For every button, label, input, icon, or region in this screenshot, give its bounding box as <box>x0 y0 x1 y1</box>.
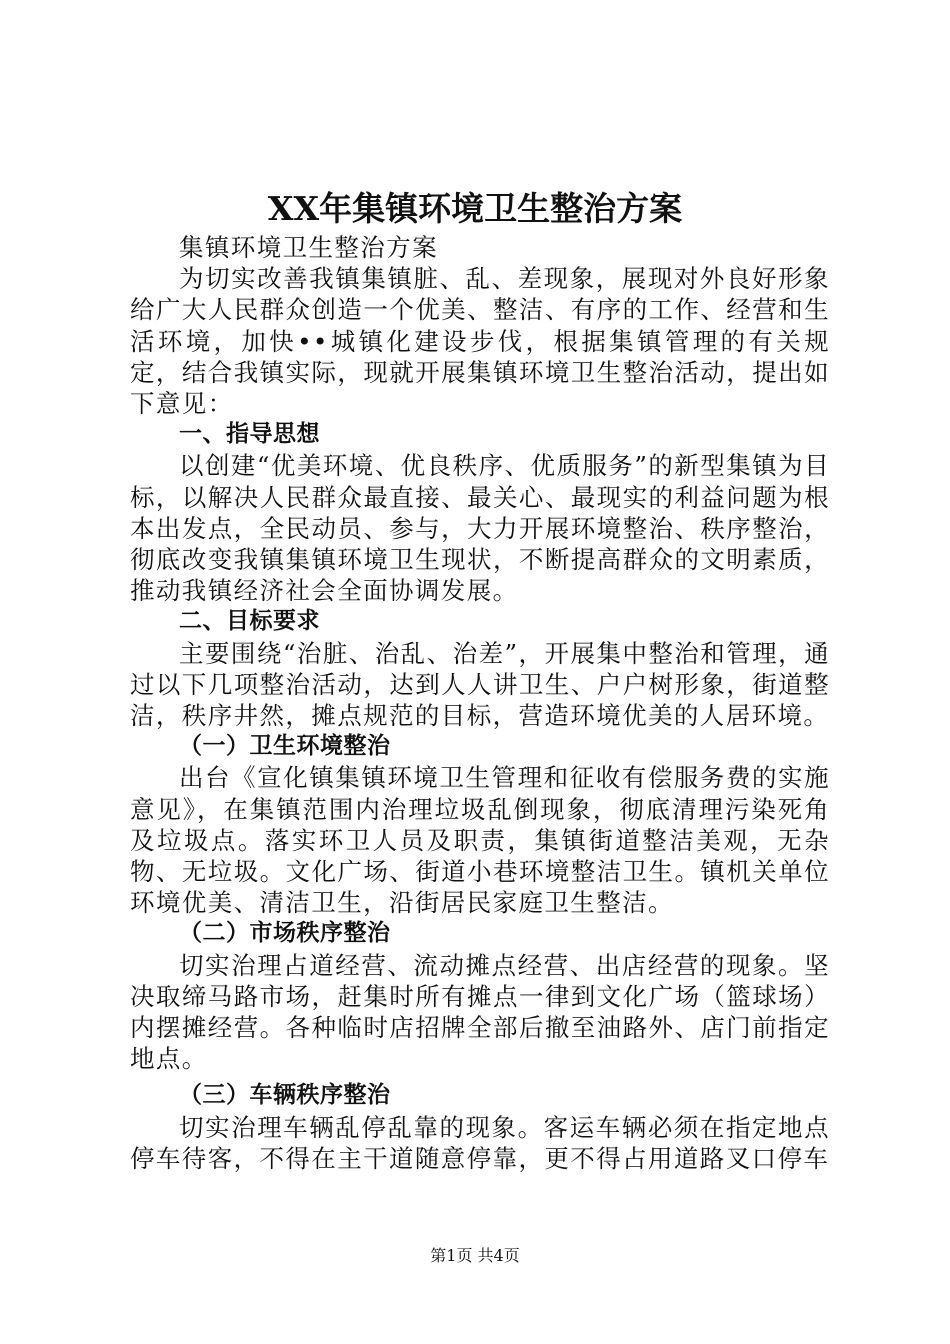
paragraph-intro: 为切实改善我镇集镇脏、乱、差现象，展现对外良好形象给广大人民群众创造一个优美、整洁、有序的工作、经营和生活环境，加快••城镇化建设步伐，根据集镇管理的有关规定，结合我镇实际，现就开展集镇环境卫生整治活动，提出如下意见： <box>130 264 830 419</box>
paragraph-goals: 主要围绕“治脏、治乱、治差”，开展集中整治和管理，通过以下几项整治活动，达到人人讲卫生、户户树形象，街道整洁，秩序井然，摊点规范的目标，营造环境优美的人居环境。 <box>130 638 830 731</box>
page-footer: 第1页 共4页 <box>430 1246 520 1265</box>
paragraph-subtitle: 集镇环境卫生整治方案 <box>179 233 438 262</box>
paragraph-sanitation: 出台《宣化镇集镇环境卫生管理和征收有偿服务费的实施意见》，在集镇范围内治理垃圾乱倒现象，彻底清理污染死角及垃圾点。落实环卫人员及职责，集镇街道整洁美观，无杂物、无垃圾。文化广场、街道小巷环境整洁卫生。镇机关单位环境优美、清洁卫生，沿街居民家庭卫生整洁。 <box>130 763 830 918</box>
document-body <box>130 232 830 1174</box>
section-heading-goals: 二、目标要求 <box>179 608 320 635</box>
section-heading-guiding-ideology: 一、指导思想 <box>179 421 320 448</box>
paragraph-vehicle-order: 切实治理车辆乱停乱靠的现象。客运车辆必须在指定地点停车待客，不得在主干道随意停靠，更不得占用道路叉口停车 <box>130 1112 830 1173</box>
subsection-heading-vehicle-order: （三）车辆秩序整治 <box>179 1082 391 1109</box>
paragraph-guiding-ideology: 以创建“优美环境、优良秩序、优质服务”的新型集镇为目标，以解决人民群众最直接、最关心、最现实的利益问题为根本出发点，全民动员、参与，大力开展环境整治、秩序整治，彻底改变我镇集镇环境卫生现状，不断提高群众的文明素质，推动我镇经济社会全面协调发展。 <box>130 451 830 606</box>
subsection-heading-sanitation: （一）卫生环境整治 <box>179 733 391 760</box>
subsection-heading-market-order: （二）市场秩序整治 <box>179 920 391 947</box>
paragraph-market-order: 切实治理占道经营、流动摊点经营、出店经营的现象。坚决取缔马路市场，赶集时所有摊点一律到文化广场（篮球场）内摆摊经营。各种临时店招牌全部后撤至油路外、店门前指定地点。 <box>130 950 830 1074</box>
document-title: XX年集镇环境卫生整治方案 <box>267 189 683 228</box>
